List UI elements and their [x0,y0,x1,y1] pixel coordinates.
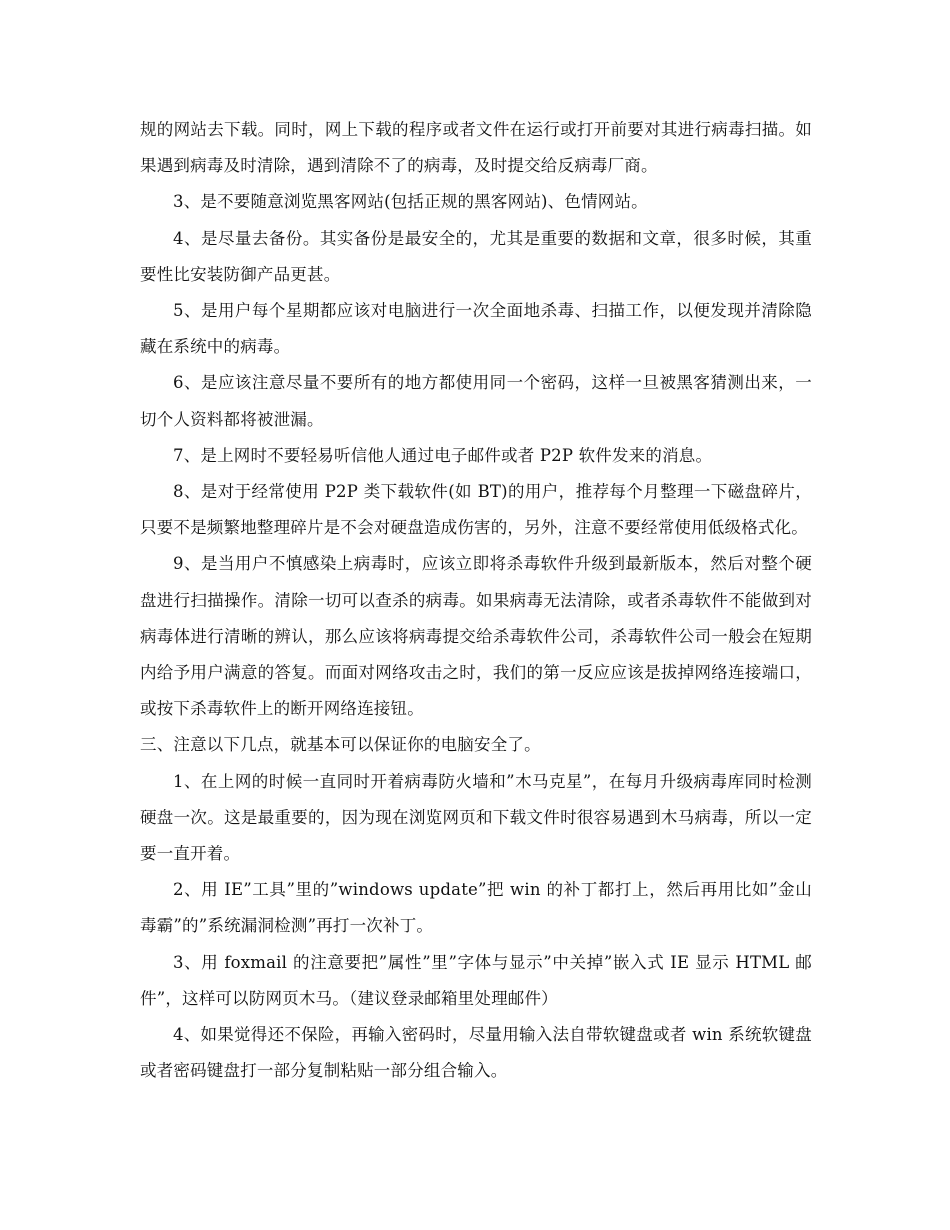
paragraph: 1、在上网的时候一直同时开着病毒防火墙和”木马克星”，在每月升级病毒库同时检测硬盘一次。这是最重要的，因为现在浏览网页和下载文件时很容易遇到木马病毒，所以一定要一直开着。 [140,771,812,864]
paragraph: 规的网站去下载。同时，网上下载的程序或者文件在运行或打开前要对其进行病毒扫描。如果遇到病毒及时清除，遇到清除不了的病毒，及时提交给反病毒厂商。 [140,120,812,176]
paragraph: 5、是用户每个星期都应该对电脑进行一次全面地杀毒、扫描工作，以便发现并清除隐藏在系统中的病毒。 [140,301,812,357]
paragraph: 4、如果觉得还不保险，再输入密码时，尽量用输入法自带软键盘或者 win 系统软键盘或者密码键盘打一部分复制粘贴一部分组合输入。 [140,1025,812,1081]
paragraph: 2、用 IE”工具”里的”windows update”把 win 的补丁都打上，然后再用比如”金山毒霸”的”系统漏洞检测”再打一次补丁。 [140,880,812,936]
paragraph: 8、是对于经常使用 P2P 类下载软件(如 BT)的用户，推荐每个月整理一下磁盘碎片，只要不是频繁地整理碎片是不会对硬盘造成伤害的，另外，注意不要经常使用低级格式化。 [140,482,812,538]
paragraph: 7、是上网时不要轻易听信他人通过电子邮件或者 P2P 软件发来的消息。 [173,445,713,465]
paragraph: 3、是不要随意浏览黑客网站(包括正规的黑客网站)、色情网站。 [173,192,648,212]
paragraph: 4、是尽量去备份。其实备份是最安全的，尤其是重要的数据和文章，很多时候，其重要性比安装防御产品更甚。 [140,228,812,284]
paragraph: 6、是应该注意尽量不要所有的地方都使用同一个密码，这样一旦被黑客猜测出来，一切个人资料都将被泄漏。 [140,373,812,429]
paragraph: 9、是当用户不慎感染上病毒时，应该立即将杀毒软件升级到最新版本，然后对整个硬盘进行扫描操作。清除一切可以查杀的病毒。如果病毒无法清除，或者杀毒软件不能做到对病毒体进行清晰的辨认，那么应该将病毒提交给杀毒软件公司，杀毒软件公司一般会在短期内给予用户满意的答复。而面对网络攻击之时，我们的第一反应应该是拔掉网络连接端口，或按下杀毒软件上的断开网络连接钮。 [140,554,812,719]
section-heading: 三、注意以下几点，就基本可以保证你的电脑安全了。 [140,735,541,755]
document-body [140,112,812,1089]
paragraph: 3、用 foxmail 的注意要把”属性”里”字体与显示”中关掉”嵌入式 IE 显示 HTML 邮件”，这样可以防网页木马。（建议登录邮箱里处理邮件） [140,952,812,1008]
